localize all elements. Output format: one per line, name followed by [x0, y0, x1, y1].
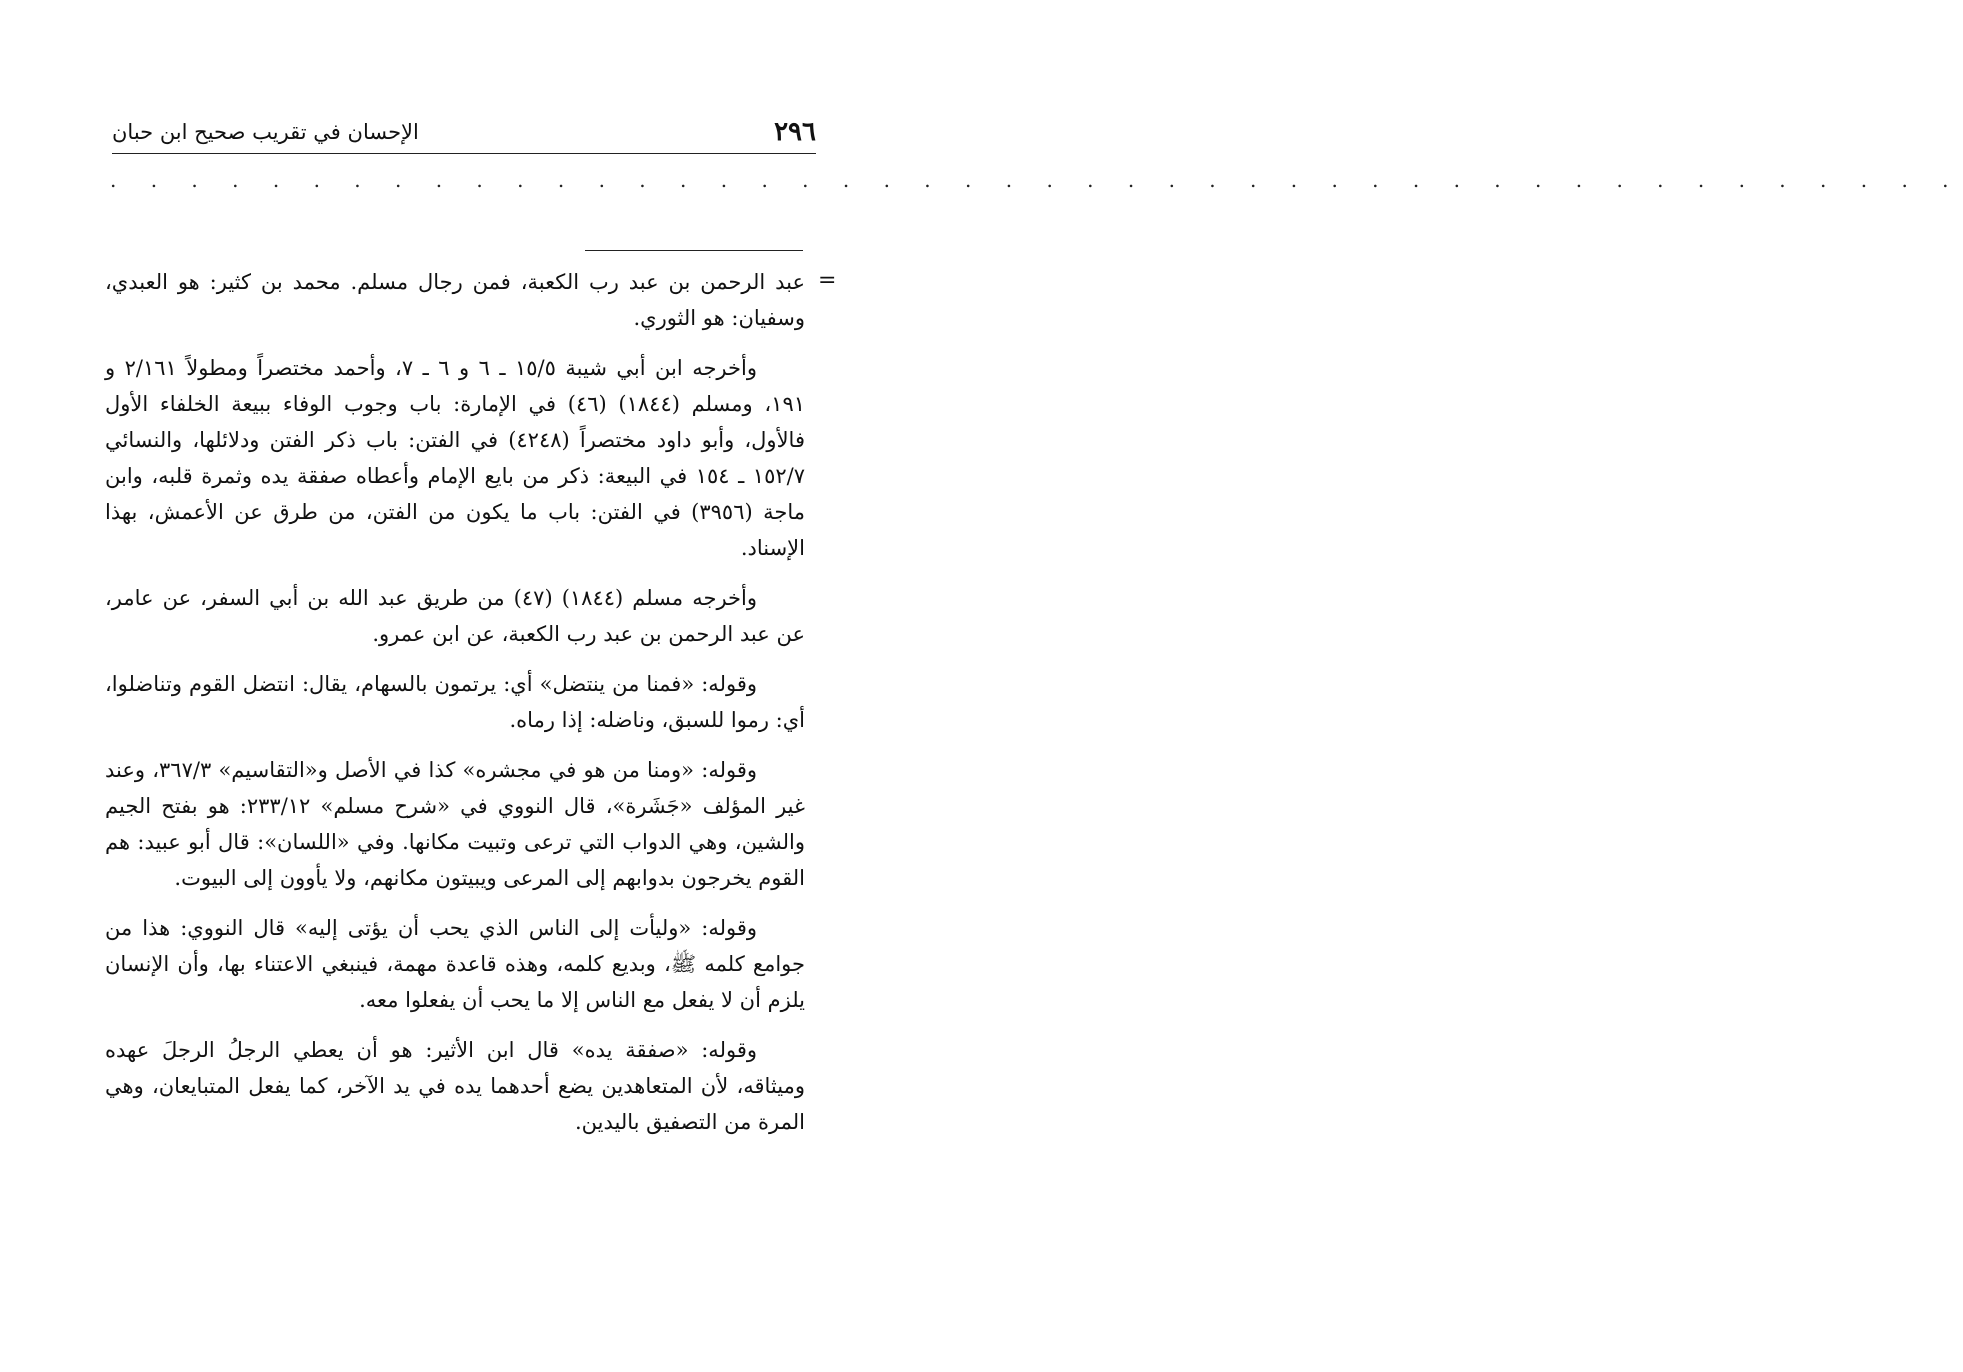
footnote-text	[105, 264, 805, 1154]
header-rule	[112, 153, 816, 154]
paragraph: وقوله: «صفقة يده» قال ابن الأثير: هو أن يعطي الرجلُ الرجلَ عهده وميثاقه، لأن المتعاهدين يضع أحدهما يده في يد الآخر، كما يفعل المتبايعان، وهي المرة من التصفيق باليدين.	[105, 1038, 805, 1134]
paragraph: وأخرجه مسلم (١٨٤٤) (٤٧) من طريق عبد الله بن أبي السفر، عن عامر، عن عبد الرحمن بن عبد رب الكعبة، عن ابن عمرو.	[105, 586, 805, 646]
running-title: الإحسان في تقريب صحيح ابن حبان	[112, 120, 419, 144]
paragraph: عبد الرحمن بن عبد رب الكعبة، فمن رجال مسلم. محمد بن كثير: هو العبدي، وسفيان: هو الثوري.	[105, 270, 805, 330]
page-header	[112, 112, 816, 152]
paragraph: وأخرجه ابن أبي شيبة ١٥/٥ ـ ٦ و ٦ ـ ٧، وأحمد مختصراً ومطولاً ٢/١٦١ و ١٩١، ومسلم (١٨٤٤) (٤٦) في الإمارة: باب وجوب الوفاء ببيعة الخلفاء الأول فالأول، وأبو داود مختصراً (٤٢٤٨) في الفتن: باب ذكر الفتن ودلائلها، والنسائي ١٥٢/٧ ـ ١٥٤ في البيعة: ذكر من بايع الإمام وأعطاه صفقة يده وثمرة قلبه، وابن ماجة (٣٩٥٦) في الفتن: باب ما يكون من الفتن، من طرق عن الأعمش، بهذا الإسناد.	[105, 356, 806, 560]
dotted-separator: . . . . . . . . . . . . . . . . . . . . . . . . . . . . . . . . . . . . . . . . . . . . . .	[110, 168, 1963, 192]
footnote-rule	[585, 250, 803, 251]
paragraph: وقوله: «ومنا من هو في مجشره» كذا في الأصل و«التقاسيم» ٣٦٧/٣، وعند غير المؤلف «جَشَرة»، قال النووي في «شرح مسلم» ٢٣٣/١٢: هو بفتح الجيم والشين، وهي الدواب التي ترعى وتبيت مكانها. وفي «اللسان»: قال أبو عبيد: هم القوم يخرجون بدوابهم إلى المرعى ويبيتون مكانهم، ولا يأوون إلى البيوت.	[105, 758, 805, 890]
page-number: ٢٩٦	[774, 117, 816, 147]
paragraph: وقوله: «وليأت إلى الناس الذي يحب أن يؤتى إليه» قال النووي: هذا من جوامع كلمه ﷺ، وبديع كلمه، وهذه قاعدة مهمة، فينبغي الاعتناء بها، وأن الإنسان يلزم أن لا يفعل مع الناس إلا ما يحب أن يفعلوا معه.	[105, 916, 805, 1012]
paragraph: وقوله: «فمنا من ينتضل» أي: يرتمون بالسهام، يقال: انتضل القوم وتناضلوا، أي: رموا للسبق، وناضله: إذا رماه.	[105, 672, 805, 732]
continuation-mark: =	[818, 268, 837, 293]
